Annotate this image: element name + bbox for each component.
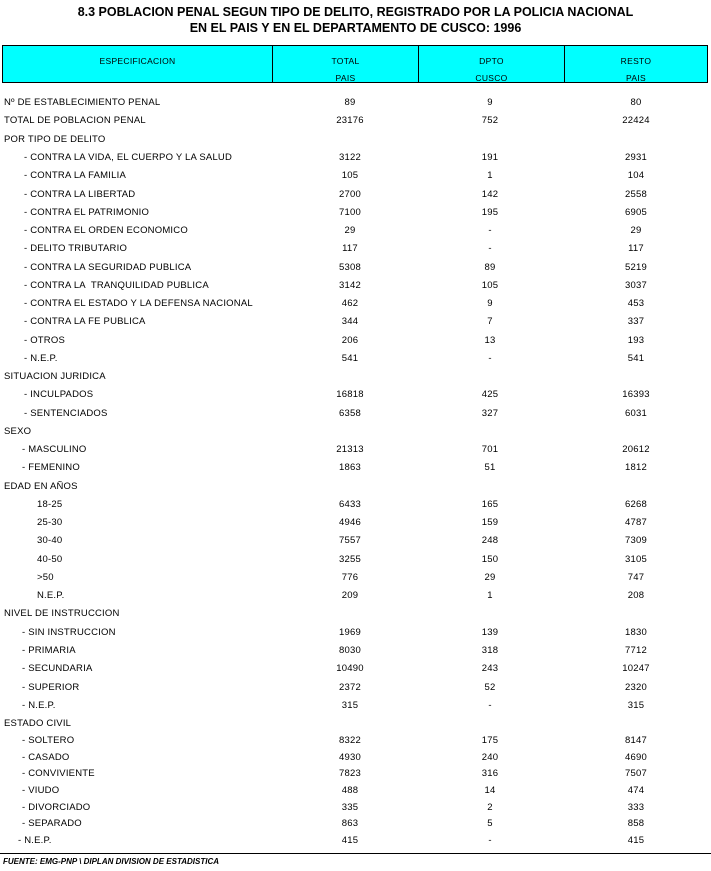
cell-resto-pais: 1812 <box>625 462 647 473</box>
header-resto-sublabel: PAIS <box>626 73 646 83</box>
header-dpto-sublabel: CUSCO <box>475 73 508 83</box>
table-row <box>0 785 711 803</box>
row-label: - DIVORCIADO <box>22 802 91 813</box>
cell-total-pais: 863 <box>341 818 359 829</box>
cell-resto-pais: 858 <box>627 818 645 829</box>
cell-dpto-cusco: 165 <box>481 499 499 510</box>
cell-total-pais: 5308 <box>339 262 361 273</box>
cell-total-pais: 206 <box>341 335 359 346</box>
table-row <box>0 408 711 426</box>
row-label: - CONTRA LA FAMILIA <box>24 170 126 181</box>
row-label: - VIUDO <box>22 785 60 796</box>
cell-resto-pais: 4787 <box>625 517 647 528</box>
cell-resto-pais: 474 <box>627 785 645 796</box>
cell-total-pais: 462 <box>341 298 359 309</box>
cell-resto-pais: 2320 <box>625 682 647 693</box>
cell-total-pais: 8322 <box>339 735 361 746</box>
cell-dpto-cusco: 159 <box>481 517 499 528</box>
row-label: - N.E.P. <box>18 835 52 846</box>
cell-total-pais: 3122 <box>339 152 361 163</box>
cell-resto-pais: 7712 <box>625 645 647 656</box>
cell-total-pais: 209 <box>341 590 359 601</box>
cell-total-pais: 488 <box>341 785 359 796</box>
row-label: - CONTRA EL ORDEN ECONOMICO <box>24 225 188 236</box>
cell-dpto-cusco: - <box>488 225 492 236</box>
cell-total-pais: 4930 <box>339 752 361 763</box>
cell-total-pais: 29 <box>344 225 356 236</box>
row-label: - INCULPADOS <box>24 389 94 400</box>
cell-resto-pais: 104 <box>627 170 645 181</box>
table-row <box>0 207 711 225</box>
cell-total-pais: 415 <box>341 835 359 846</box>
cell-resto-pais: 2558 <box>625 189 647 200</box>
cell-total-pais: 1969 <box>339 627 361 638</box>
table-row <box>0 316 711 334</box>
row-label: EDAD EN AÑOS <box>4 481 78 492</box>
cell-total-pais: 7823 <box>339 768 361 779</box>
cell-resto-pais: 80 <box>630 97 642 108</box>
cell-resto-pais: 22424 <box>622 115 650 126</box>
cell-resto-pais: 8147 <box>625 735 647 746</box>
cell-dpto-cusco: - <box>488 700 492 711</box>
table-row <box>0 682 711 700</box>
row-label: POR TIPO DE DELITO <box>4 134 106 145</box>
cell-dpto-cusco: 7 <box>487 316 493 327</box>
header-especificacion <box>3 46 273 82</box>
table-title-line1: 8.3 POBLACION PENAL SEGUN TIPO DE DELITO, REGISTRADO POR LA POLICIA NACIONAL <box>77 5 634 19</box>
row-label: - SEPARADO <box>22 818 82 829</box>
row-label: Nº DE ESTABLECIMIENTO PENAL <box>4 97 161 108</box>
cell-dpto-cusco: - <box>488 243 492 254</box>
row-label: - N.E.P. <box>22 700 56 711</box>
table-row <box>0 700 711 718</box>
cell-total-pais: 3142 <box>339 280 361 291</box>
header-total-sublabel: PAIS <box>335 73 356 83</box>
cell-dpto-cusco: 9 <box>487 298 493 309</box>
cell-total-pais: 7100 <box>339 207 361 218</box>
table-title-line2: EN EL PAIS Y EN EL DEPARTAMENTO DE CUSCO: 1996 <box>189 21 522 35</box>
table-row <box>0 608 711 626</box>
table-row <box>0 645 711 663</box>
cell-resto-pais: 117 <box>628 243 644 254</box>
cell-dpto-cusco: 248 <box>481 535 499 546</box>
cell-resto-pais: 2931 <box>625 152 647 163</box>
header-total-label: TOTAL <box>331 56 360 66</box>
cell-dpto-cusco: 14 <box>484 785 496 796</box>
table-row <box>0 768 711 786</box>
row-label: - PRIMARIA <box>22 645 76 656</box>
row-label: - CONTRA EL ESTADO Y LA DEFENSA NACIONAL <box>24 298 253 309</box>
table-row <box>0 444 711 462</box>
cell-dpto-cusco: 191 <box>481 152 499 163</box>
cell-dpto-cusco: 29 <box>484 572 496 583</box>
cell-resto-pais: 4690 <box>625 752 647 763</box>
row-label: 40-50 <box>37 554 63 565</box>
cell-resto-pais: 453 <box>627 298 645 309</box>
cell-dpto-cusco: 52 <box>484 682 496 693</box>
source-note: FUENTE: EMG-PNP \ DIPLAN DIVISION DE ESTADISTICA <box>3 857 220 866</box>
cell-resto-pais: 3037 <box>625 280 647 291</box>
cell-dpto-cusco: 1 <box>487 590 493 601</box>
table-row <box>0 718 711 736</box>
cell-resto-pais: 6905 <box>625 207 647 218</box>
cell-dpto-cusco: 240 <box>481 752 499 763</box>
cell-dpto-cusco: - <box>488 835 492 846</box>
table-row <box>0 189 711 207</box>
cell-total-pais: 89 <box>344 97 356 108</box>
cell-dpto-cusco: 425 <box>481 389 499 400</box>
cell-resto-pais: 337 <box>627 316 645 327</box>
cell-resto-pais: 7309 <box>625 535 647 546</box>
cell-resto-pais: 16393 <box>622 389 650 400</box>
row-label: - OTROS <box>24 335 65 346</box>
cell-total-pais: 8030 <box>339 645 361 656</box>
cell-dpto-cusco: 318 <box>481 645 499 656</box>
row-label: TOTAL DE POBLACION PENAL <box>4 115 146 126</box>
cell-dpto-cusco: 5 <box>487 818 493 829</box>
table-header <box>2 45 708 83</box>
row-label: - CONTRA EL PATRIMONIO <box>24 207 150 218</box>
cell-resto-pais: 3105 <box>625 554 647 565</box>
cell-total-pais: 6358 <box>339 408 361 419</box>
table-row <box>0 134 711 152</box>
header-dpto-cusco <box>419 46 565 82</box>
table-row <box>0 835 711 853</box>
header-resto-label: RESTO <box>620 56 652 66</box>
cell-resto-pais: 10247 <box>622 663 650 674</box>
table-row <box>0 535 711 553</box>
cell-resto-pais: 1830 <box>625 627 647 638</box>
row-label: - SUPERIOR <box>22 682 80 693</box>
cell-resto-pais: 193 <box>627 335 645 346</box>
cell-resto-pais: 6268 <box>625 499 647 510</box>
row-label: - SECUNDARIA <box>22 663 93 674</box>
cell-dpto-cusco: 2 <box>487 802 493 813</box>
table-row <box>0 627 711 645</box>
row-label: - CONTRA LA LIBERTAD <box>24 189 136 200</box>
row-label: - SIN INSTRUCCION <box>22 627 116 638</box>
cell-resto-pais: 315 <box>627 700 645 711</box>
table-row <box>0 170 711 188</box>
cell-total-pais: 6433 <box>339 499 361 510</box>
table-row <box>0 818 711 836</box>
cell-total-pais: 344 <box>341 316 359 327</box>
table-row <box>0 389 711 407</box>
row-label: - CASADO <box>22 752 70 763</box>
cell-total-pais: 4946 <box>339 517 361 528</box>
cell-total-pais: 776 <box>341 572 359 583</box>
row-label: - SOLTERO <box>22 735 75 746</box>
header-resto-pais <box>565 46 707 82</box>
cell-dpto-cusco: 701 <box>481 444 499 455</box>
table-row <box>0 462 711 480</box>
row-label: - CONTRA LA FE PUBLICA <box>24 316 146 327</box>
cell-total-pais: 117 <box>342 243 358 254</box>
cell-resto-pais: 333 <box>627 802 645 813</box>
row-label: - CONVIVIENTE <box>22 768 95 779</box>
table-row <box>0 280 711 298</box>
cell-total-pais: 315 <box>341 700 359 711</box>
cell-dpto-cusco: - <box>488 353 492 364</box>
row-label: - DELITO TRIBUTARIO <box>24 243 128 254</box>
cell-total-pais: 3255 <box>339 554 361 565</box>
table-row <box>0 225 711 243</box>
header-especificacion-label: ESPECIFICACION <box>99 56 176 66</box>
table-row <box>0 517 711 535</box>
cell-dpto-cusco: 51 <box>484 462 496 473</box>
cell-resto-pais: 208 <box>627 590 645 601</box>
cell-resto-pais: 5219 <box>625 262 647 273</box>
table-row <box>0 115 711 133</box>
cell-dpto-cusco: 327 <box>481 408 499 419</box>
row-label: 18-25 <box>37 499 63 510</box>
table-row <box>0 298 711 316</box>
table-row <box>0 97 711 115</box>
cell-dpto-cusco: 89 <box>484 262 496 273</box>
cell-resto-pais: 7507 <box>625 768 647 779</box>
row-label: SITUACION JURIDICA <box>4 371 106 382</box>
row-label: - CONTRA LA TRANQUILIDAD PUBLICA <box>24 280 209 291</box>
table-row <box>0 152 711 170</box>
cell-total-pais: 105 <box>341 170 359 181</box>
table-row <box>0 481 711 499</box>
row-label: - CONTRA LA VIDA, EL CUERPO Y LA SALUD <box>24 152 233 163</box>
table-row <box>0 262 711 280</box>
row-label: >50 <box>37 572 54 583</box>
cell-total-pais: 10490 <box>336 663 364 674</box>
cell-dpto-cusco: 105 <box>481 280 499 291</box>
row-label: N.E.P. <box>37 590 65 601</box>
cell-dpto-cusco: 195 <box>481 207 499 218</box>
cell-total-pais: 2700 <box>339 189 361 200</box>
cell-dpto-cusco: 13 <box>484 335 496 346</box>
cell-dpto-cusco: 150 <box>481 554 499 565</box>
cell-dpto-cusco: 9 <box>487 97 493 108</box>
row-label: - CONTRA LA SEGURIDAD PUBLICA <box>24 262 192 273</box>
cell-total-pais: 1863 <box>339 462 361 473</box>
row-label: - SENTENCIADOS <box>24 408 108 419</box>
cell-resto-pais: 6031 <box>625 408 647 419</box>
row-label: - MASCULINO <box>22 444 87 455</box>
table-row <box>0 590 711 608</box>
cell-dpto-cusco: 175 <box>481 735 499 746</box>
header-total-pais <box>273 46 419 82</box>
table-row <box>0 426 711 444</box>
cell-resto-pais: 415 <box>627 835 645 846</box>
cell-total-pais: 7557 <box>339 535 361 546</box>
table-row <box>0 335 711 353</box>
cell-total-pais: 335 <box>341 802 359 813</box>
row-label: - N.E.P. <box>24 353 58 364</box>
table-row <box>0 735 711 753</box>
header-dpto-label: DPTO <box>479 56 504 66</box>
table-row <box>0 243 711 261</box>
row-label: SEXO <box>4 426 32 437</box>
cell-dpto-cusco: 139 <box>481 627 499 638</box>
table-row <box>0 554 711 572</box>
cell-total-pais: 16818 <box>336 389 364 400</box>
row-label: - FEMENINO <box>22 462 80 473</box>
cell-dpto-cusco: 243 <box>481 663 499 674</box>
cell-dpto-cusco: 142 <box>481 189 499 200</box>
cell-resto-pais: 747 <box>627 572 645 583</box>
table-row <box>0 663 711 681</box>
table-row <box>0 371 711 389</box>
cell-total-pais: 23176 <box>336 115 364 126</box>
cell-total-pais: 2372 <box>339 682 361 693</box>
row-label: ESTADO CIVIL <box>4 718 72 729</box>
row-label: 25-30 <box>37 517 63 528</box>
cell-resto-pais: 541 <box>627 353 645 364</box>
table-row <box>0 353 711 371</box>
cell-total-pais: 21313 <box>336 444 364 455</box>
cell-resto-pais: 20612 <box>622 444 650 455</box>
cell-dpto-cusco: 752 <box>481 115 499 126</box>
table-row <box>0 499 711 517</box>
cell-dpto-cusco: 316 <box>481 768 499 779</box>
cell-total-pais: 541 <box>341 353 359 364</box>
cell-dpto-cusco: 1 <box>487 170 493 181</box>
row-label: 30-40 <box>37 535 63 546</box>
footer-divider <box>0 853 711 854</box>
table-row <box>0 572 711 590</box>
cell-resto-pais: 29 <box>630 225 642 236</box>
row-label: NIVEL DE INSTRUCCION <box>4 608 120 619</box>
